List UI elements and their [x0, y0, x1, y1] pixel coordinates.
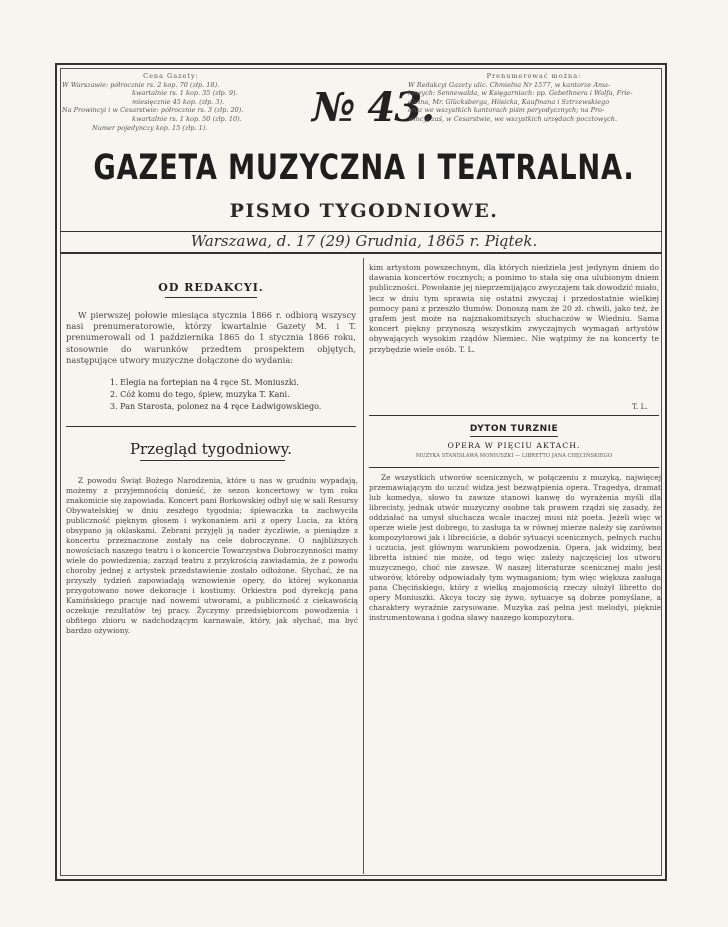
- dyton-underline: [470, 436, 558, 437]
- editorial-underline: [165, 297, 257, 298]
- list-item: 3. Pan Starosta, polonez na 4 ręce Ładwigowskiego.: [110, 402, 322, 411]
- editorial-heading: OD REDAKCYI.: [158, 281, 264, 294]
- subscribe-box: [408, 72, 660, 124]
- review-underline: [140, 460, 285, 461]
- price-line: W Warszawie: półrocznie rs. 2 kop. 70 (złp. 18).: [62, 80, 220, 89]
- editorial-right-text: kim artystom powszechnym, dla których niedziela jest jedynym dniem do dawania koncertów rocznych; a pomimo to stała się ona ulubionym dniem publiczności. Powołanie jej nieprzemijająco zwyczajem tak dowodzić miało, lecz w dniu tym sprawia się ostatni zwyczaj i przedostatnie wielkiej pomocy pani z przeszło tłumów. Donoszą nam że 20 zł. chwili, jako też, że grafem jest może na najznakomitszych słuchaczów w Wiedniu. Sama koncert piękny przynoszą wszystkim zwyczajnych wymagań artystów obywających wysokim rządów Niemiec. Nie wątpimy że na koncerty te przybędzie wiele osób. T. L.: [369, 263, 659, 354]
- date-rule-bottom: [60, 252, 662, 254]
- section-rule: [66, 426, 356, 427]
- subscribe-title: Prenumerować można:: [486, 72, 582, 80]
- subscribe-line: wincyi zaś, w Cesarstwie, we wszystkich urzędach pocztowych.: [408, 114, 618, 123]
- editorial-text: W pierwszej połowie miesiąca stycznia 1866 r. odbiorą wszyscy nasi prenumeratorowie, którzy kwartalnie Gazety M. i T. prenumerowali od 1 października 1865 do 1 stycznia 1866 roku, stosownie do warunków przedtem prospektem objętych, następujące utwory muzyczne dołączone do wydania:: [66, 310, 356, 365]
- dyton-credits: MUZYKA STANISŁAWA MONIUSZKI — LIBRETTO JANA CHĘCIŃSKIEGO: [415, 453, 613, 459]
- supplement-list: [110, 377, 321, 413]
- editorial-signature: T. L.: [632, 402, 649, 411]
- dyton-column: [369, 473, 661, 873]
- price-line: kwartalnie rs. 1 kop. 50 (złp. 10).: [132, 114, 242, 123]
- dyton-subheading: OPERA W PIĘCIU AKTACH.: [447, 441, 581, 450]
- review-text: Z powodu Świąt Bożego Narodzenia, które u nas w grudniu wypadają, możemy z przyjemnością donieść, że sezon koncertowy w tym roku znakomicie się zapowiada. Koncert pani Borkowskiej odbył się w sali Resursy Obywatelskiej w dniu zeszłego tygodnia; śpiewaczka ta zachwyciła publiczność pięknym głosem i wykonaniem arii z opery Lucia, za którą obsypano ją oklaskami. Zebrani przyjęli ją nader życzliwie, a pieniądze z koncertu przeznaczone zostały na cele dobroczynne. O najbliższych nowościach naszego teatru i o koncercie Towarzystwa Dobroczynności mamy wiele do powiedzenia; zarząd teatru z przykrością zawiadamia, że z powodu choroby jednej z artystek przedstawienie zostało odłożone. Słychać, że na przyszły tydzień zapowiadają wznowienie opery, do której wykonania przygotowano nowe dekoracje i kostiumy. Orkiestra pod dyrekcją pana Kamińskiego pracuje nad nowemi utworami, a publiczność z ciekawością oczekuje rezultatów tej pracy. Życzymy przedsiębiorcom powodzenia i obfitego zbioru w nadchodzącym karnawale, który, jak słychać, ma być bardzo ożywiony.: [66, 476, 358, 635]
- masthead-subtitle: PISMO TYGODNIOWE.: [229, 200, 499, 222]
- price-box: [62, 72, 280, 132]
- column-divider: [363, 258, 364, 874]
- dyton-heading: DYTON TURZNIE: [469, 424, 559, 434]
- price-line: Na Prowincyi i w Cesarstwie: półrocznie rs. 3 (złp. 20).: [62, 106, 244, 115]
- date-line: Warszawa, d. 17 (29) Grudnia, 1865 r. Piątek.: [190, 232, 538, 250]
- review-heading: Przegląd tygodniowy.: [129, 440, 293, 458]
- editorial-continuation: [369, 263, 659, 403]
- right-section-rule: [369, 415, 659, 416]
- subscribe-line: oraz we wszystkich kantorach piśm peryodycznych; na Pro-: [408, 106, 605, 115]
- list-item: 1. Elegia na fortepian na 4 ręce St. Moniuszki.: [110, 378, 299, 387]
- subscribe-line: W Redakcyi Gazety ulic. Chmielna Nr 1577, w kantorze Ama-: [408, 80, 611, 89]
- price-line: Numer pojedynczy kop. 15 (złp. 1).: [92, 123, 208, 132]
- dyton-text: Ze wszystkich utworów scenicznych, w połączeniu z muzyką, najwięcej przemawiającym do uczuć widza jest bezwątpienia opera. Tragedya, dramat lub komedya, słowo tu zawsze stanowi kanwę do wyrażenia myśli dla librecisty, jednak utwór muzyczny osobne tak prawem rządzi się zasady, że oddziałać na umysł słuchacza wcale inaczej musi niż poeta. Jeżeli więc w operze wiele jest dobrego, to zasługa ta w równej mierze należy się zarówno kompozytorowi jak i libreciście, a dobór sytuacyi scenicznych, pełnych ruchu i uczucia, jest głównym warunkiem powodzenia. Opera, jak widzimy, bez libretta istnieć nie może, od tego więc zależy najczęściej los utworu muzycznego, choć nie zawsze. W naszej literaturze scenicznej mało jest utworów, któreby odpowiadały tym wymaganiom; tym więc większa zasługa pana Chęcińskiego, który z wielką znajomością rzeczy ułożył libretto do opery Moniuszki. Akcya toczy się żywo, sytuacye są dobrze pomyślane, a charaktery wyraźnie zarysowane. Muzyka zaś pełna jest melodyi, pięknie instrumentowana i godna sławy naszego kompozytora.: [369, 473, 661, 622]
- list-item: 2. Cóż komu do tego, śpiew, muzyka T. Kani.: [110, 390, 290, 399]
- editorial-paragraph: [66, 310, 356, 369]
- subscribe-line: kowych: Sennewalda, w Księgarniach: pp. Gebethnera i Wolfa, Frie-: [408, 89, 633, 98]
- price-line: miesięcznie 45 kop. (złp. 3).: [132, 97, 225, 106]
- price-line: kwartalnie rs. 1 kop. 35 (złp. 9).: [132, 89, 238, 98]
- issue-number: № 43.: [312, 84, 434, 131]
- masthead-title: GAZETA MUZYCZNA I TEATRALNA.: [93, 148, 635, 188]
- subscribe-line: dleina, Mr. Glücksberga, Hösicka, Kaufmana i Sztrzewskiego: [408, 97, 610, 106]
- review-column: [66, 476, 358, 874]
- price-title: Cena Gazety:: [143, 72, 199, 80]
- dyton-rule: [369, 467, 659, 468]
